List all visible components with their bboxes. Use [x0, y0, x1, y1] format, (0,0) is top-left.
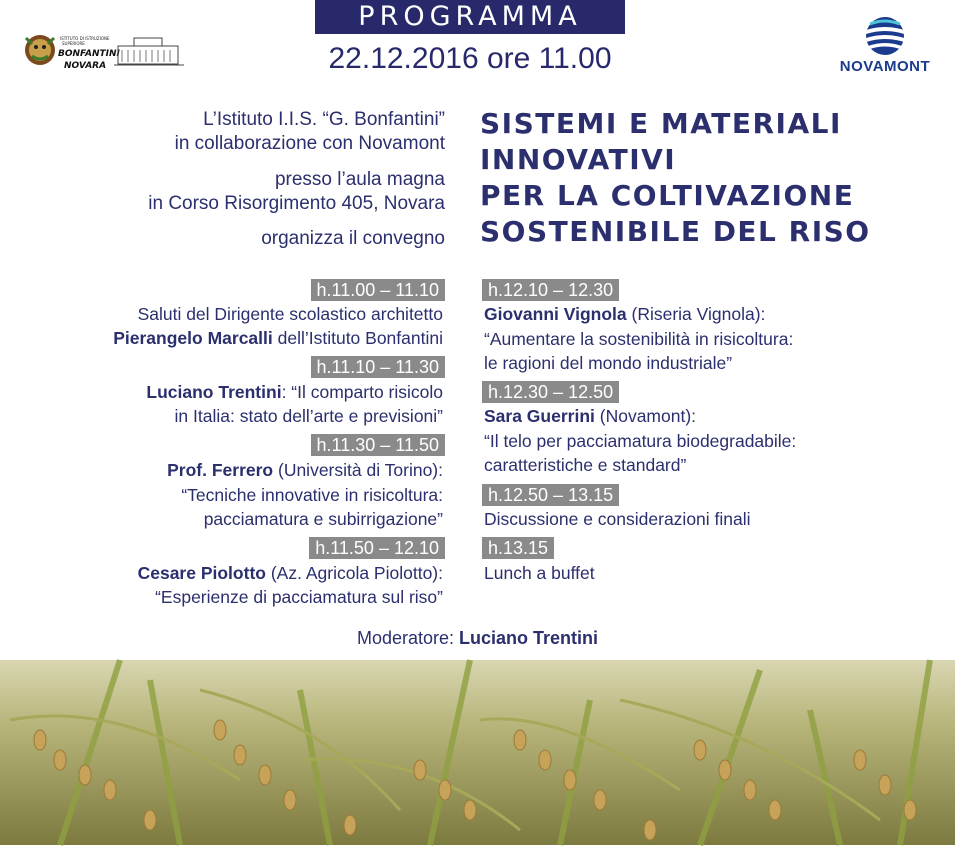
program-text: Prof. Ferrero (Università di Torino):: [167, 460, 443, 480]
school-logo: [22, 28, 120, 76]
program-text: Cesare Piolotto (Az. Agricola Piolotto):: [137, 563, 443, 583]
program-text: pacciamatura e subirrigazione”: [203, 509, 443, 529]
svg-text:SUPERIORE: SUPERIORE: [62, 41, 85, 46]
time-slot: h.13.15: [482, 537, 554, 559]
programma-title: PROGRAMMA: [315, 0, 625, 34]
svg-text:BONFANTINI: BONFANTINI: [58, 49, 120, 59]
building-sketch-icon: [114, 34, 184, 68]
speaker-name: Cesare Piolotto: [137, 563, 266, 583]
intro-line-1: L’Istituto I.I.S. “G. Bonfantini”: [203, 109, 445, 130]
time-slot: h.12.50 – 13.15: [482, 484, 619, 506]
conference-headline: [480, 106, 871, 250]
moderator-name: Luciano Trentini: [459, 628, 599, 648]
svg-text:ISTITUTO DI ISTRUZIONE: ISTITUTO DI ISTRUZIONE: [60, 36, 110, 41]
program-text: in Italia: stato dell’arte e previsioni”: [174, 406, 443, 426]
headline-line-3: PER LA COLTIVAZIONE: [480, 179, 855, 212]
time-slot: h.12.30 – 12.50: [482, 381, 619, 403]
program-text: Discussione e considerazioni finali: [484, 509, 751, 529]
program-text: “Tecniche innovative in risicoltura:: [181, 485, 443, 505]
time-slot: h.11.00 – 11.10: [311, 279, 445, 301]
svg-text:NOVARA: NOVARA: [64, 61, 107, 71]
program-text: Lunch a buffet: [484, 563, 595, 583]
program-text: Sara Guerrini (Novamont):: [484, 406, 697, 426]
speaker-name: Sara Guerrini: [484, 406, 595, 426]
program-text: Saluti del Dirigente scolastico architetto: [137, 304, 443, 324]
speaker-name: Giovanni Vignola: [484, 304, 627, 324]
program-text: “Aumentare la sostenibilità in risicoltura:: [484, 329, 794, 349]
time-slot: h.11.10 – 11.30: [311, 356, 445, 378]
time-slot: h.11.50 – 12.10: [309, 537, 445, 559]
headline-line-2: INNOVATIVI: [480, 143, 677, 176]
intro-line-3: presso l’aula magna: [274, 169, 445, 190]
headline-line-1: SISTEMI E MATERIALI: [480, 107, 842, 140]
moderator-line: Moderatore: Luciano Trentini: [356, 628, 599, 648]
program-text: Giovanni Vignola (Riseria Vignola):: [484, 304, 766, 324]
program-text: caratteristiche e standard”: [484, 455, 687, 475]
intro-line-5: organizza il convegno: [261, 228, 445, 249]
speaker-name: Prof. Ferrero: [167, 460, 274, 480]
event-date: 22.12.2016 ore 11.00: [328, 42, 612, 75]
program-text: “Esperienze di pacciamatura sul riso”: [155, 587, 443, 607]
rice-field-photo: [0, 660, 955, 845]
headline-line-4: SOSTENIBILE DEL RISO: [480, 215, 871, 248]
time-slot: h.11.30 – 11.50: [311, 434, 445, 456]
program-text: “Il telo per pacciamatura biodegradabile:: [484, 431, 797, 451]
time-slot: h.12.10 – 12.30: [482, 279, 619, 301]
program-text: le ragioni del mondo industriale”: [484, 353, 733, 373]
intro-line-2: in collaborazione con Novamont: [174, 133, 445, 154]
program-text: Pierangelo Marcalli dell’Istituto Bonfantini: [113, 328, 443, 348]
novamont-wordmark: NOVAMONT: [839, 58, 931, 75]
program-text: Luciano Trentini: “Il comparto risicolo: [146, 382, 443, 402]
intro-line-4: in Corso Risorgimento 405, Novara: [148, 193, 445, 214]
speaker-name: Pierangelo Marcalli: [113, 328, 273, 348]
speaker-name: Luciano Trentini: [146, 382, 282, 402]
